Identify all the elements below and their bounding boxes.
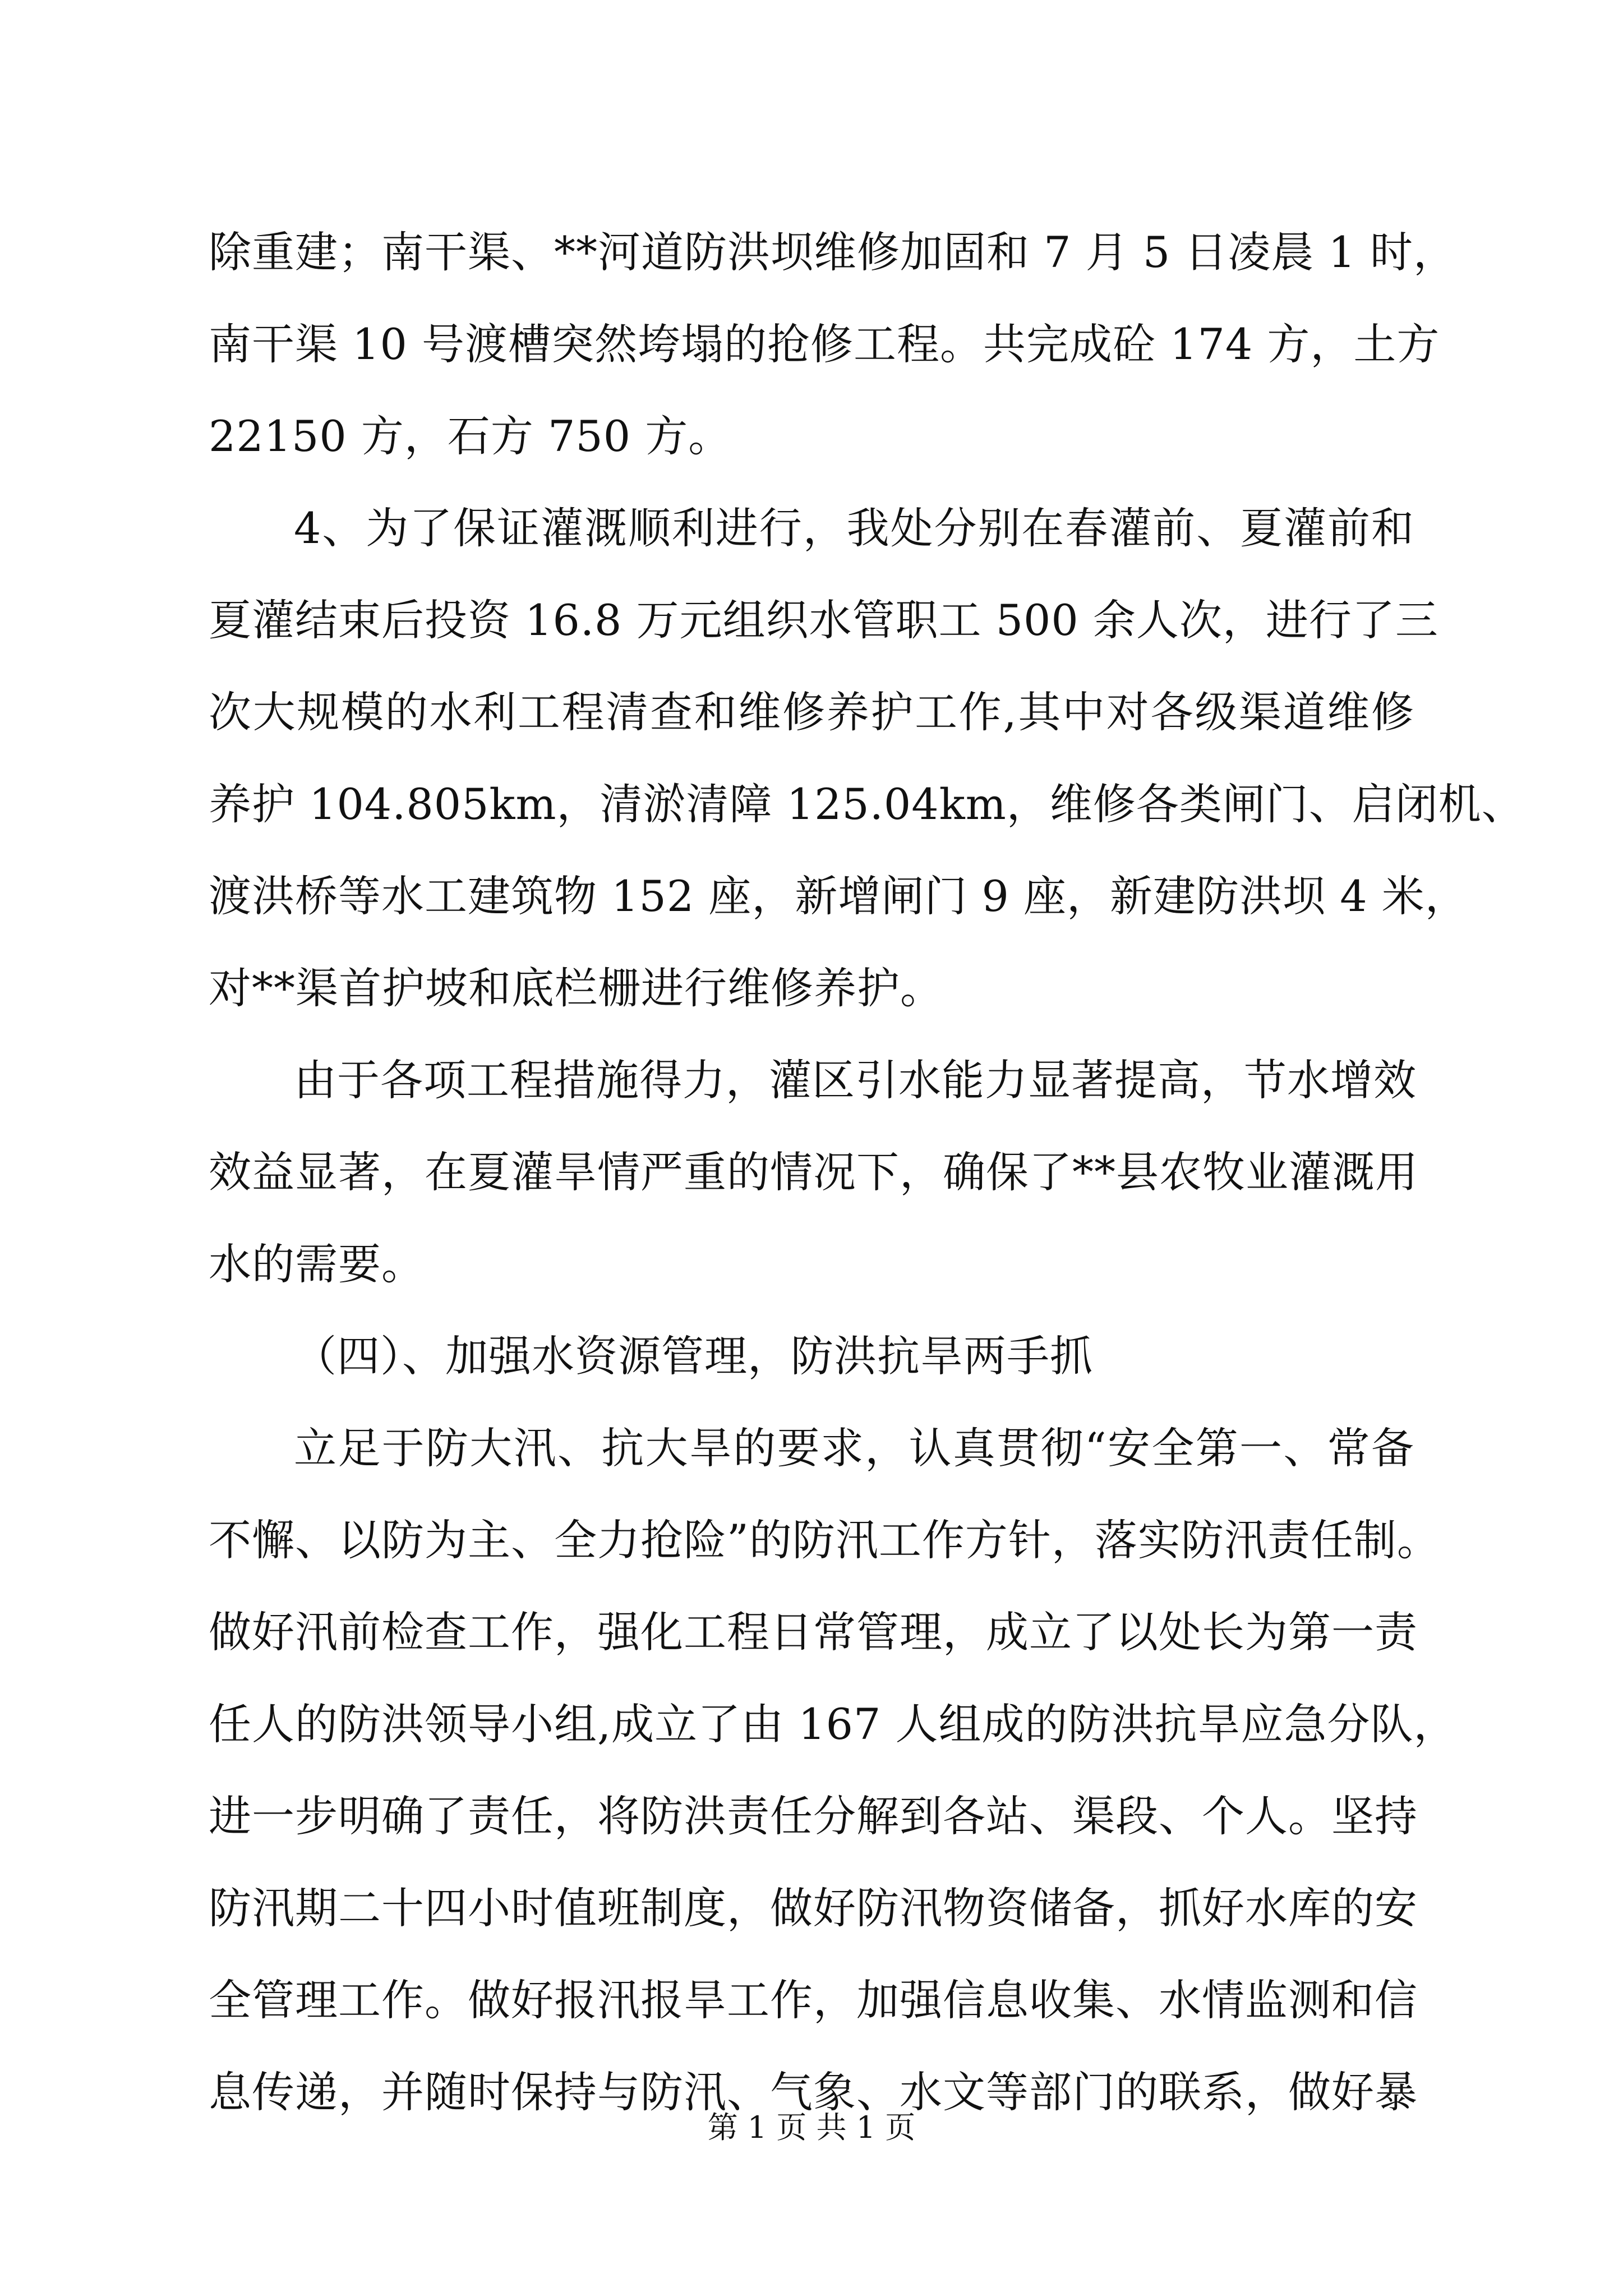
text-line: 22150 方，石方 750 方。 <box>209 411 732 461</box>
text-line: 全管理工作。做好报汛报旱工作，加强信息收集、水情监测和信 <box>209 1975 1418 2025</box>
text-line: 次大规模的水利工程清查和维修养护工作,其中对各级渠道维修 <box>209 687 1414 737</box>
text-line: 夏灌结束后投资 16.8 万元组织水管职工 500 余人次，进行了三 <box>209 595 1438 645</box>
paragraph-start-line: 立足于防大汛、抗大旱的要求，认真贯彻“安全第一、常备 <box>294 1423 1414 1473</box>
text-line: 对**渠首护坡和底栏栅进行维修养护。 <box>209 963 943 1013</box>
text-line: 息传递，并随时保持与防汛、气象、水文等部门的联系，做好暴 <box>209 2067 1418 2117</box>
text-line: 进一步明确了责任，将防洪责任分解到各站、渠段、个人。坚持 <box>209 1791 1418 1841</box>
section-heading: （四）、加强水资源管理，防洪抗旱两手抓 <box>294 1331 1093 1381</box>
text-line: 养护 104.805km，清淤清障 125.04km，维修各类闸门、启闭机、 <box>209 779 1525 829</box>
text-line: 防汛期二十四小时值班制度，做好防汛物资储备，抓好水库的安 <box>209 1883 1418 1933</box>
paragraph-start-line: 4、为了保证灌溉顺利进行，我处分别在春灌前、夏灌前和 <box>294 503 1414 553</box>
text-line: 任人的防洪领导小组,成立了由 167 人组成的防洪抗旱应急分队， <box>209 1699 1457 1749</box>
text-line: 水的需要。 <box>209 1239 425 1289</box>
text-line: 渡洪桥等水工建筑物 152 座，新增闸门 9 座，新建防洪坝 4 米， <box>209 871 1468 921</box>
paragraph-start-line: 由于各项工程措施得力，灌区引水能力显著提高，节水增效 <box>294 1055 1417 1105</box>
text-line: 不懈、以防为主、全力抢险”的防汛工作方针，落实防汛责任制。 <box>209 1515 1440 1565</box>
text-line: 除重建；南干渠、**河道防洪坝维修加固和 7 月 5 日凌晨 1 时， <box>209 227 1457 277</box>
text-line: 效益显著，在夏灌旱情严重的情况下，确保了**县农牧业灌溉用 <box>209 1147 1418 1197</box>
text-line: 南干渠 10 号渡槽突然垮塌的抢修工程。共完成砼 174 方，土方 <box>209 319 1440 369</box>
page-footer: 第 1 页 共 1 页 <box>707 2110 916 2145</box>
text-line: 做好汛前检查工作，强化工程日常管理，成立了以处长为第一责 <box>209 1607 1418 1657</box>
